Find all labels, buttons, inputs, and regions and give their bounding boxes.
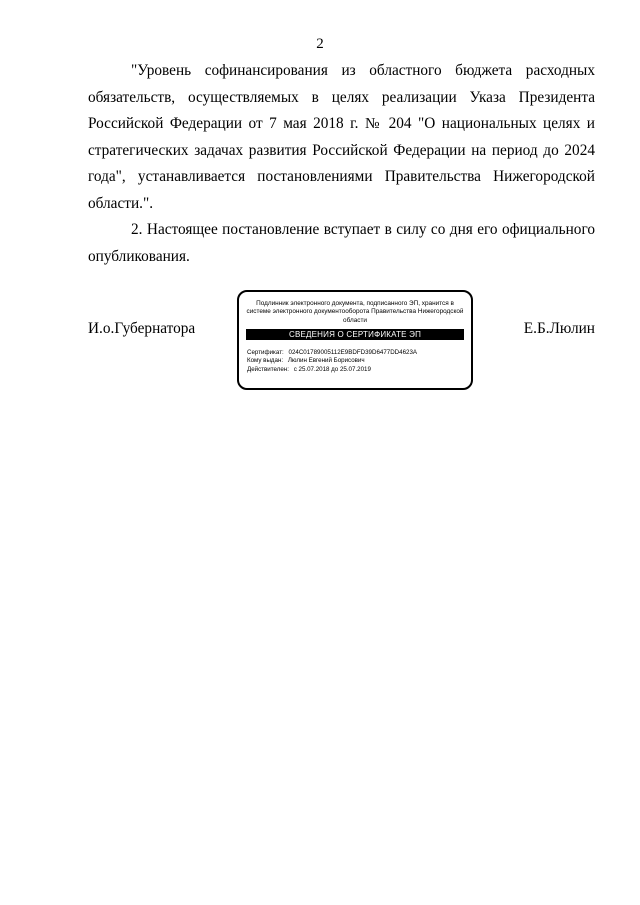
stamp-certificate-label: Сертификат: (247, 349, 284, 357)
stamp-validity-label: Действителен: (247, 365, 289, 373)
stamp-owner-value: Люлин Евгений Борисович (287, 357, 365, 365)
stamp-intro-text: Подлинник электронного документа, подписанного ЭП, хранится в системе электронного документооборота Правительства Нижегородской области (246, 300, 464, 324)
signer-position: И.о.Губернатора (88, 320, 196, 337)
paragraph-effective-date: 2. Настоящее постановление вступает в силу со дня его официального опубликования. (88, 221, 595, 265)
stamp-owner-label: Кому выдан: (247, 357, 284, 365)
paragraph-cofinancing: "Уровень софинансирования из областного бюджета расходных обязательств, осуществляемых в целях реализации Указа Президента Российской Федерации от 7 мая 2018 г. № 204 "О национальных целях и стратегических задачах развития Российской Федерации на период до 2024 года", устанавливается постановлениями Правительства Нижегородской области.". (88, 62, 595, 212)
electronic-signature-stamp (237, 290, 473, 390)
signer-name: Е.Б.Люлин (523, 320, 595, 337)
stamp-certificate-value: 024C01789005112E9BDFD39D6477DD4623A (288, 349, 418, 357)
page-number: 2 (316, 36, 324, 52)
stamp-header: СВЕДЕНИЯ О СЕРТИФИКАТЕ ЭП (246, 329, 464, 340)
stamp-validity-value: с 25.07.2018 до 25.07.2019 (293, 365, 371, 373)
stamp-validity-row (247, 366, 463, 374)
stamp-details (247, 349, 463, 374)
document-body (88, 58, 595, 270)
stamp-owner-row (247, 357, 463, 365)
stamp-certificate-row (247, 349, 463, 357)
